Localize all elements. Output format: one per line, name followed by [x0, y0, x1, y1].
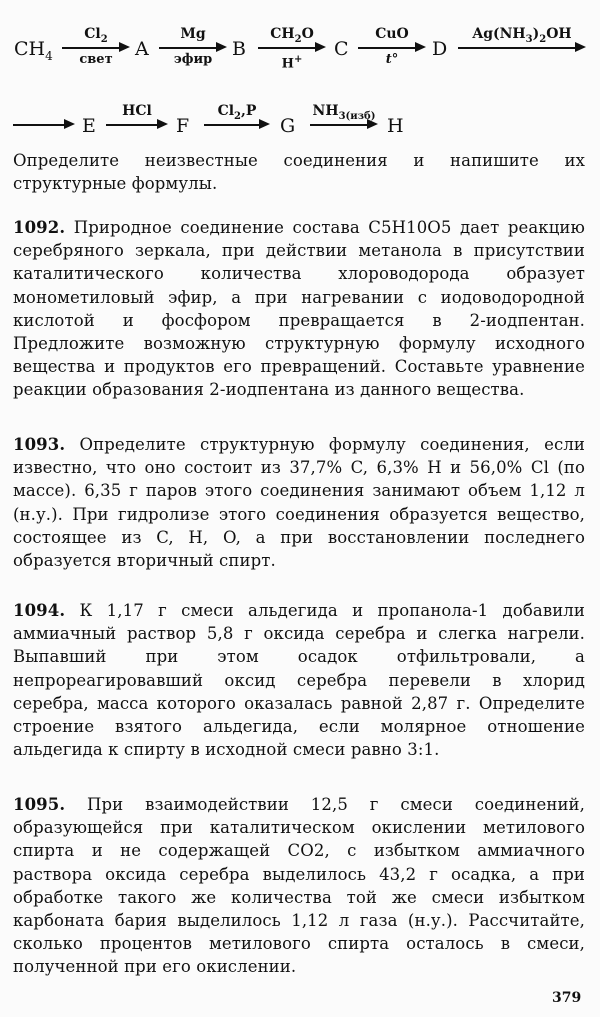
species-h: H: [387, 115, 404, 137]
condition-label: эфир: [173, 52, 213, 67]
problem-text: К 1,17 г смеси альдегида и пропанола-1 добавили аммиачный раствор 5,8 г оксида серебра и слегка нагрели. Выпавший при этом осадок отфильтровали, а непрореагировавший оксид серебра перевели в хлорид серебра, масса которого оказалась равной 2,87 г. Определите строение взятого альдегида, если молярное отношение альдегида к спирту в исходной смеси равно 3:1.: [13, 601, 585, 760]
species-c: C: [334, 38, 349, 60]
arrow-9: [310, 105, 378, 145]
problem-1095: [13, 793, 585, 979]
arrow-1: [62, 28, 130, 68]
species-e: E: [82, 115, 96, 137]
arrow-4: [358, 28, 426, 68]
arrow-8: [204, 105, 270, 145]
condition-label: H+: [281, 54, 303, 72]
reagent-label: $Ag(NH_3)_2OH$: [472, 26, 572, 45]
arrow-2: [159, 28, 227, 68]
reagent-label: $NH_{3(изб)}$: [312, 103, 376, 122]
reagent-label: $Cl_2$: [84, 26, 108, 45]
reagent-label: Mg: [180, 26, 206, 42]
reagent-label: HCl: [122, 103, 152, 119]
species-b: B: [232, 38, 246, 60]
species-ch4: $CH_4$: [14, 38, 53, 63]
condition-label: свет: [79, 52, 113, 67]
condition-label: t°: [385, 52, 399, 67]
problem-1094: [13, 599, 585, 761]
species-g: G: [280, 115, 296, 137]
problem-number: 1095.: [13, 795, 66, 814]
arrow-6: [13, 105, 75, 145]
reagent-label: $Cl_2,P$: [217, 103, 257, 122]
page-number: 379: [552, 990, 582, 1006]
problem-number: 1094.: [13, 601, 66, 620]
species-a: A: [135, 38, 149, 60]
problem-text: При взаимодействии 12,5 г смеси соединений, образующейся при каталитическом окислении метилового спирта и не содержащей CO2, с избытком аммиачного раствора оксида серебра выделилось 43,2 г осадка, а при обработке такого же количества той же смеси избытком карбоната бария выделилось 1,12 л газа (н.у.). Рассчитайте, сколько процентов метилового спирта осталось в смеси, полученной при его окислении.: [13, 795, 585, 977]
scheme-task-text: Определите неизвестные соединения и напишите их структурные формулы.: [13, 151, 585, 194]
species-f: F: [176, 115, 190, 137]
species-d: D: [432, 38, 448, 60]
problem-1092: [13, 216, 585, 402]
problem-text: Определите структурную формулу соединения, если известно, что оно состоит из 37,7% C, 6,3% H и 56,0% Cl (по массе). 6,35 г паров этого соединения занимают объем 1,12 л (н.у.). При гидролизе этого соединения образуется вещество, состоящее из C, H, O, а при восстановлении последнего образуется вторичный спирт.: [13, 435, 585, 571]
reagent-label: $CH_2O$: [270, 26, 314, 45]
problem-number: 1093.: [13, 435, 66, 454]
reagent-label: CuO: [375, 26, 409, 42]
arrow-7: [106, 105, 168, 145]
problem-1093: [13, 433, 585, 572]
arrow-5: [458, 28, 586, 68]
arrow-3: [258, 26, 326, 72]
problem-text: Природное соединение состава C5H10O5 дает реакцию серебряного зеркала, при действии метанола в присутствии каталитического количества хлороводорода образует монометиловый эфир, а при нагревании с иодоводородной кислотой и фосфором превращается в 2-иодпентан. Предложите возможную структурную формулу исходного вещества и продуктов его превращений. Составьте уравнение реакции образования 2-иодпентана из данного вещества.: [13, 218, 585, 400]
reaction-scheme: [0, 0, 600, 150]
problem-number: 1092.: [13, 218, 66, 237]
